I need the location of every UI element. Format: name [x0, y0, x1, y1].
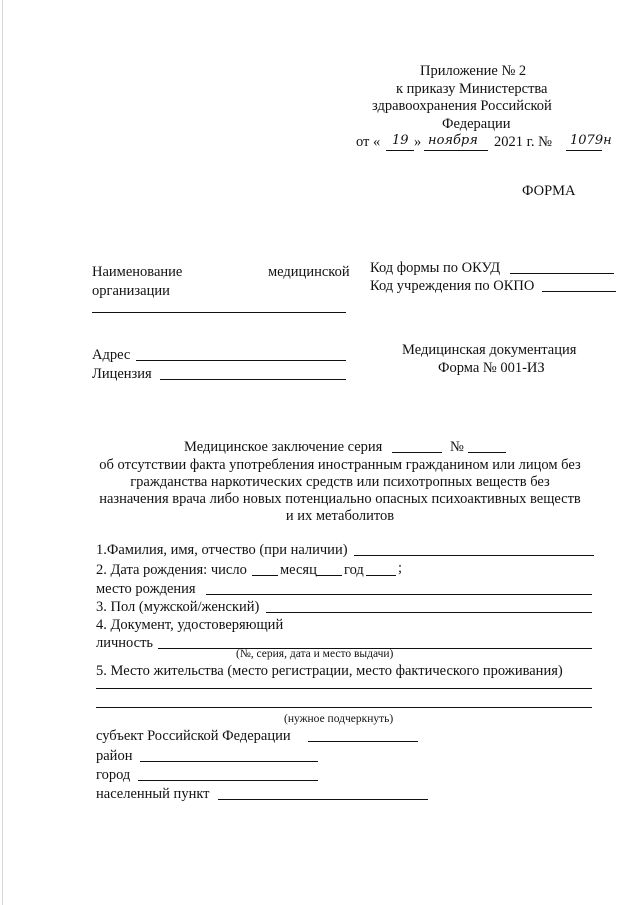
- okud-label: Код формы по ОКУД: [370, 260, 501, 276]
- org-name-word2: медицинской: [268, 264, 350, 280]
- birth-year-field[interactable]: [366, 575, 396, 576]
- residence-field-1[interactable]: [96, 688, 592, 689]
- city-label: город: [96, 767, 131, 783]
- okpo-label: Код учреждения по ОКПО: [370, 278, 535, 294]
- date-day-underline: [386, 150, 414, 151]
- title-line-5: и их метаболитов: [285, 508, 395, 524]
- title-number-label: №: [450, 439, 464, 455]
- city-field[interactable]: [138, 780, 318, 781]
- document-label: 4. Документ, удостоверяющий: [96, 617, 284, 633]
- order-number-underline: [566, 150, 602, 151]
- title-line-2: об отсутствии факта употребления иностранным гражданином или лицом без: [99, 457, 581, 473]
- subject-field[interactable]: [308, 741, 418, 742]
- sex-label: 3. Пол (мужской/женский): [96, 599, 260, 615]
- address-label: Адрес: [92, 347, 131, 363]
- title-series-label: Медицинское заключение серия: [184, 439, 383, 455]
- date-month-underline: [424, 150, 488, 151]
- order-number: 1079н: [570, 133, 612, 148]
- appendix-number: Приложение № 2: [420, 63, 527, 79]
- birth-year-label: год: [344, 562, 364, 578]
- date-month: ноября: [428, 133, 478, 148]
- fio-label: 1.Фамилия, имя, отчество (при наличии): [96, 542, 348, 558]
- org-name-field[interactable]: [92, 312, 346, 313]
- series-field[interactable]: [392, 452, 442, 453]
- form-number-label: Форма № 001-ИЗ: [438, 360, 545, 376]
- okpo-field[interactable]: [542, 291, 616, 292]
- form-label: ФОРМА: [522, 183, 576, 199]
- license-field[interactable]: [160, 379, 346, 380]
- document-hint: (№, серия, дата и место выдачи): [236, 648, 394, 660]
- birth-place-label: место рождения: [96, 581, 196, 597]
- birth-date-semicolon: ;: [398, 560, 403, 576]
- scan-edge: [2, 0, 3, 905]
- number-field[interactable]: [468, 452, 506, 453]
- title-line-3: гражданства наркотических средств или психотропных веществ без: [130, 474, 550, 490]
- birth-place-field[interactable]: [206, 594, 592, 595]
- sex-field[interactable]: [266, 612, 592, 613]
- district-field[interactable]: [140, 761, 318, 762]
- birth-day-field[interactable]: [252, 575, 278, 576]
- org-name-word1: Наименование: [92, 264, 183, 280]
- settlement-field[interactable]: [218, 799, 428, 800]
- ministry-name: здравоохранения Российской: [372, 98, 552, 114]
- fio-field[interactable]: [354, 555, 594, 556]
- title-line-4: назначения врача либо новых потенциально опасных психоактивных веществ: [99, 491, 581, 507]
- subject-label: субъект Российской Федерации: [96, 728, 291, 744]
- underline-hint: (нужное подчеркнуть): [284, 713, 394, 725]
- identity-label: личность: [96, 635, 154, 651]
- date-mid: »: [414, 134, 422, 150]
- medical-documentation-label: Медицинская документация: [402, 342, 577, 358]
- federation-label: Федерации: [442, 116, 511, 132]
- birth-month-field[interactable]: [316, 575, 342, 576]
- date-year: 2021 г. №: [494, 134, 553, 150]
- okud-field[interactable]: [510, 273, 614, 274]
- date-day: 19: [392, 133, 409, 148]
- license-label: Лицензия: [92, 366, 152, 382]
- district-label: район: [96, 748, 133, 764]
- date-prefix: от «: [356, 134, 381, 150]
- address-field[interactable]: [136, 360, 346, 361]
- residence-field-2[interactable]: [96, 707, 592, 708]
- birth-month-label: месяц: [280, 562, 317, 578]
- order-reference: к приказу Министерства: [396, 81, 548, 97]
- settlement-label: населенный пункт: [96, 786, 210, 802]
- org-name-line2: организации: [92, 283, 170, 299]
- birth-date-label: 2. Дата рождения: число: [96, 562, 247, 578]
- residence-label: 5. Место жительства (место регистрации, место фактического проживания): [96, 663, 563, 679]
